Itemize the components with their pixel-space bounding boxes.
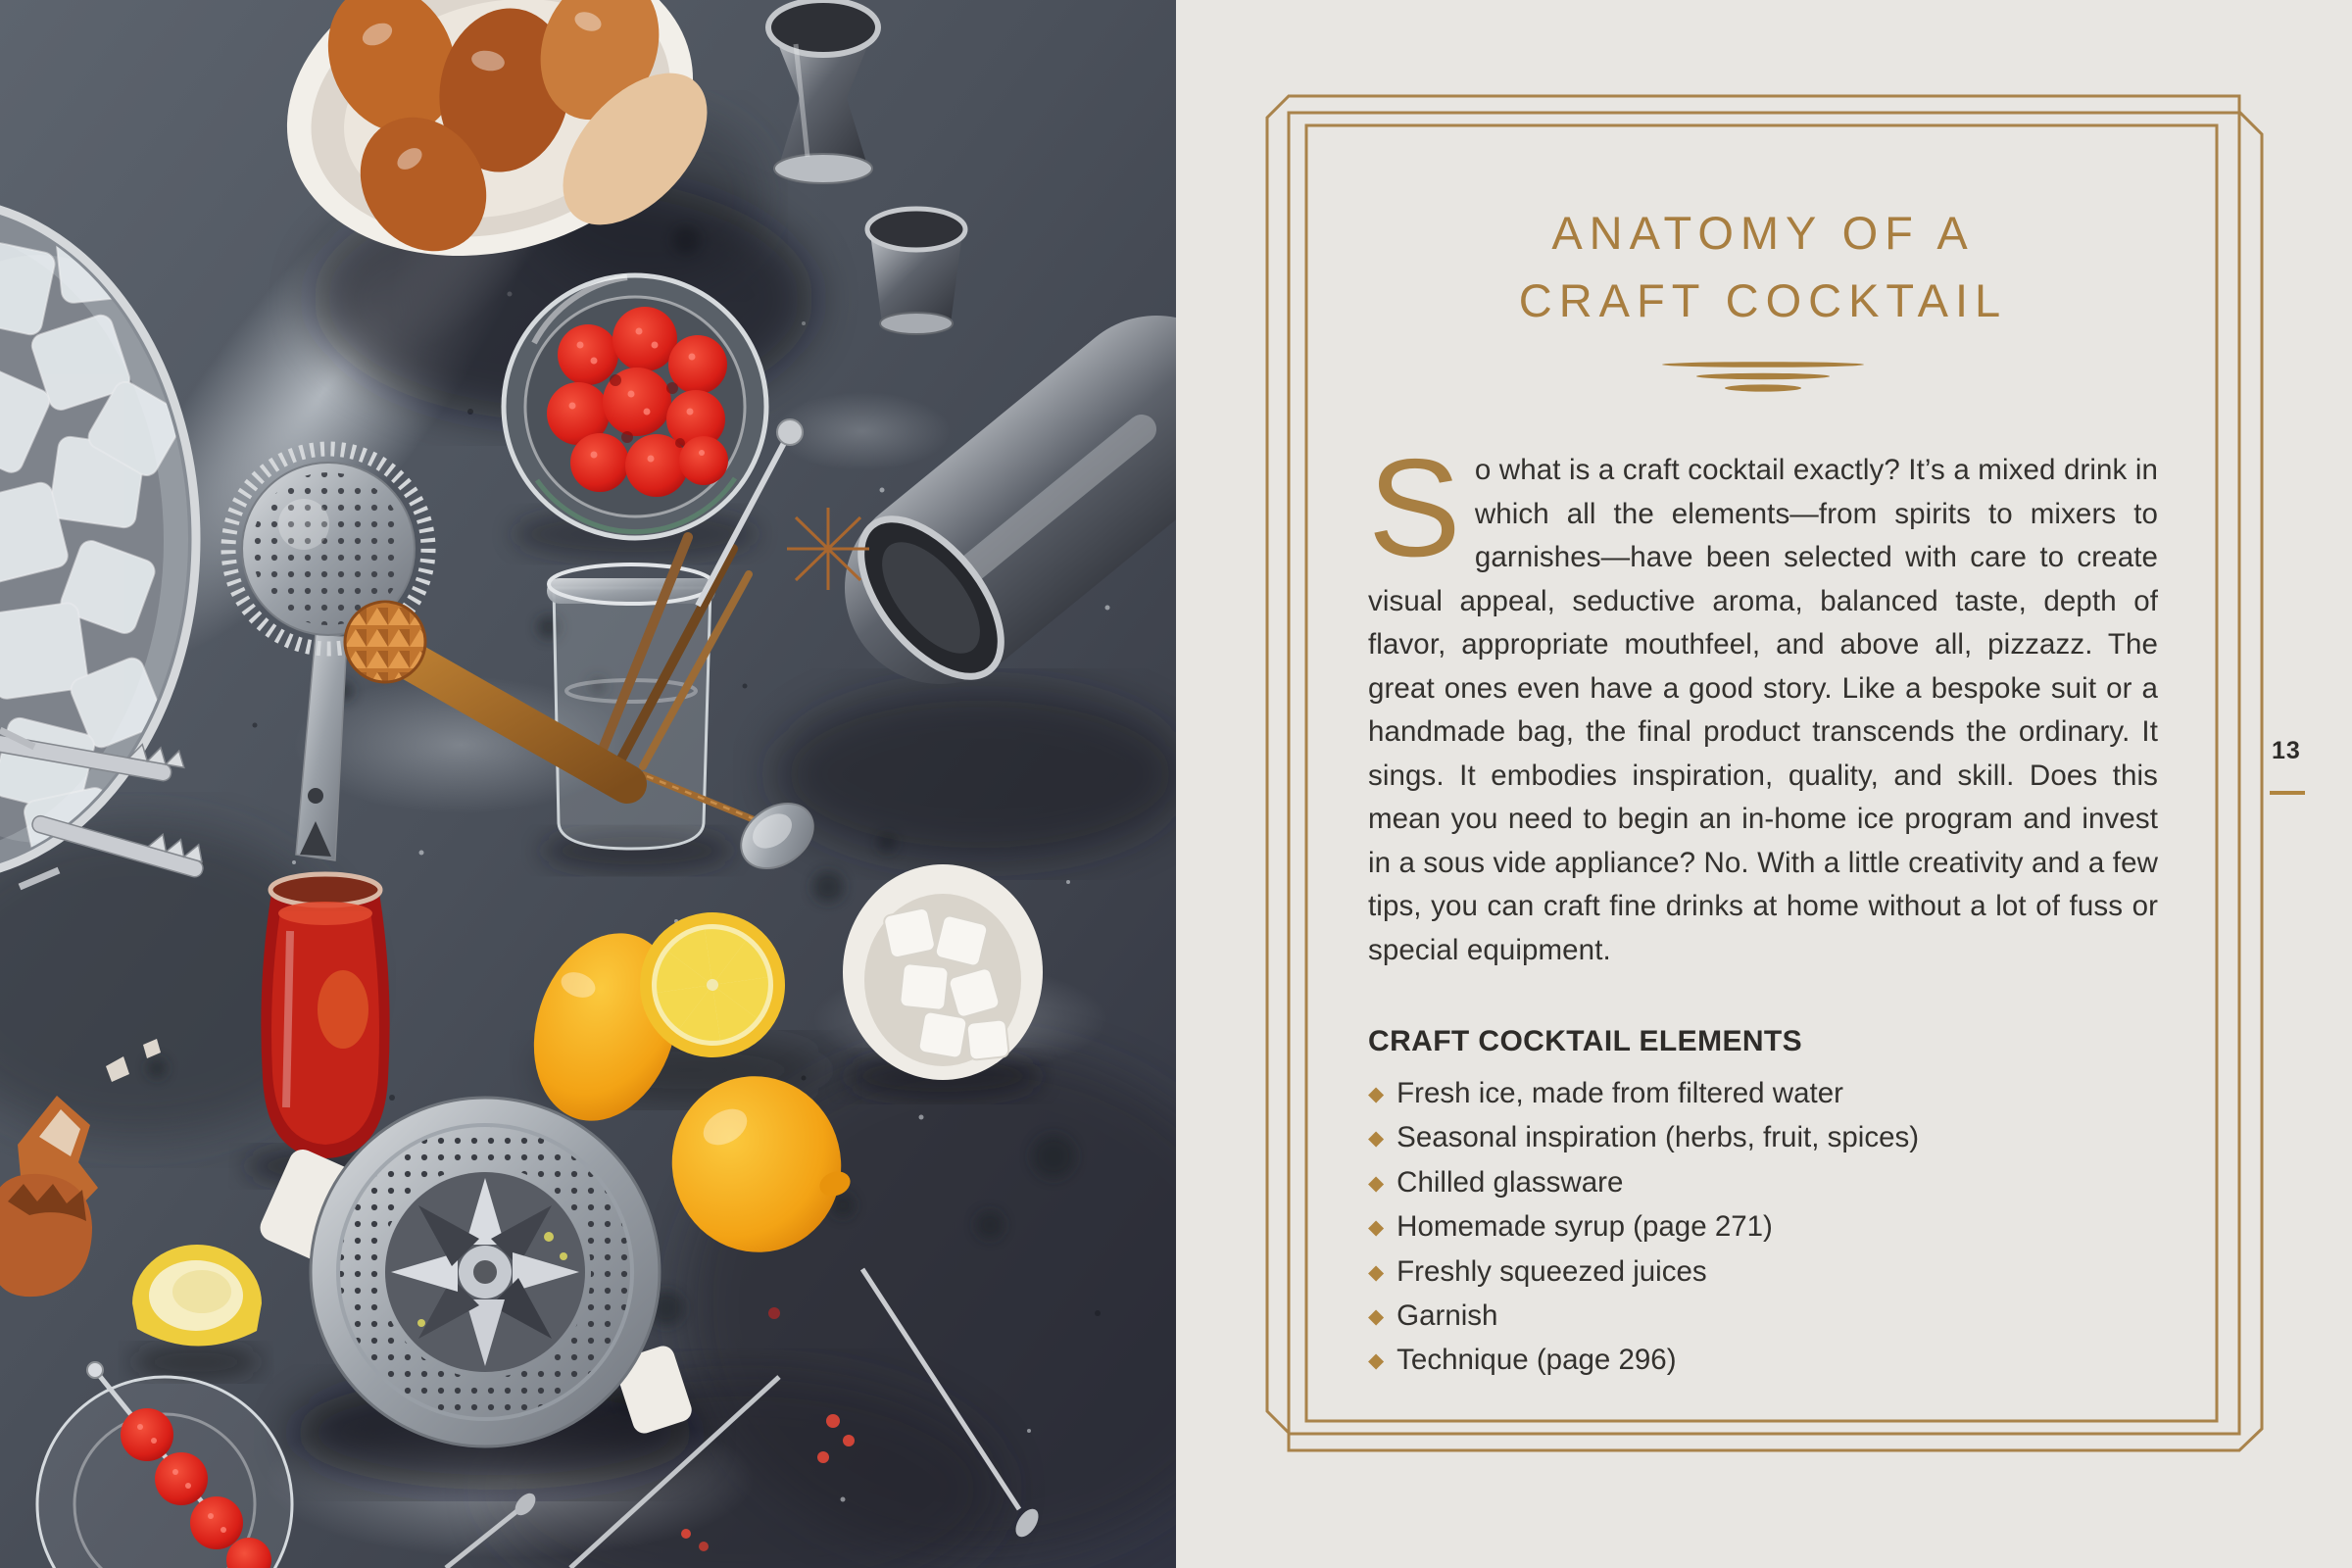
intro-paragraph [1368, 430, 2158, 972]
diamond-bullet-icon: ◆ [1368, 1083, 1385, 1105]
squeezed-lemon-half [131, 1245, 262, 1380]
list-item-text: Garnish [1396, 1299, 1498, 1333]
page-number-folio [2272, 737, 2330, 795]
diamond-bullet-icon: ◆ [1368, 1216, 1385, 1240]
list-item [1368, 1295, 2158, 1339]
diamond-bullet-icon: ◆ [1368, 1305, 1385, 1329]
list-item [1368, 1116, 2158, 1160]
list-item [1368, 1205, 2158, 1250]
diamond-bullet-icon: ◆ [1368, 1127, 1385, 1151]
chapter-title [1368, 199, 2158, 334]
list-item [1368, 1072, 2158, 1116]
list-item-text: Freshly squeezed juices [1396, 1254, 1707, 1288]
list-item-text: Fresh ice, made from filtered water [1396, 1077, 1843, 1109]
list-item-text: Chilled glassware [1396, 1165, 1624, 1199]
list-item-text: Technique (page 296) [1396, 1344, 1677, 1377]
elements-list [1368, 1072, 2158, 1384]
list-item-text: Seasonal inspiration (herbs, fruit, spices) [1396, 1121, 1920, 1154]
divider-ornament-icon [1368, 358, 2158, 404]
list-item [1368, 1161, 2158, 1205]
page-number-rule [2270, 791, 2305, 795]
list-item [1368, 1339, 2158, 1383]
drop-cap: S [1368, 430, 1461, 586]
chapter-title-line1: ANATOMY OF A [1551, 207, 1975, 259]
bowl-of-sugar-cubes [843, 864, 1043, 1100]
list-item [1368, 1250, 2158, 1295]
elements-heading: CRAFT COCKTAIL ELEMENTS [1368, 1025, 1803, 1057]
page-content [1368, 0, 2158, 1384]
diamond-bullet-icon: ◆ [1368, 1349, 1385, 1373]
chapter-title-line2: CRAFT COCKTAIL [1518, 274, 2008, 326]
juicer-star-dome [391, 1178, 579, 1366]
page-number: 13 [2272, 737, 2301, 764]
book-page [1176, 0, 2352, 1568]
intro-paragraph-text: o what is a craft cocktail exactly? It’s a mixed drink in which all the elements—from spirits to mixers to garnishes—have been selected with care to create visual appeal, seductive aroma, balanced taste, depth of flavor, appropriate mouthfeel, and above all, pizzazz. The great ones even have a good story. Like a bespoke suit or a handmade bag, the final product transcends the ordinary. It sings. It embodies inspiration, quality, and skill. Does this mean you need to begin an in-home ice program and invest in a sous vide appliance? No. With a little creativity and a few tips, you can craft fine drinks at home without a lot of fuss or special equipment. [1368, 454, 2158, 966]
diamond-bullet-icon: ◆ [1368, 1260, 1385, 1284]
diamond-bullet-icon: ◆ [1368, 1171, 1385, 1195]
steel-jigger-small [867, 209, 965, 334]
list-item-text: Homemade syrup (page 271) [1396, 1210, 1773, 1244]
